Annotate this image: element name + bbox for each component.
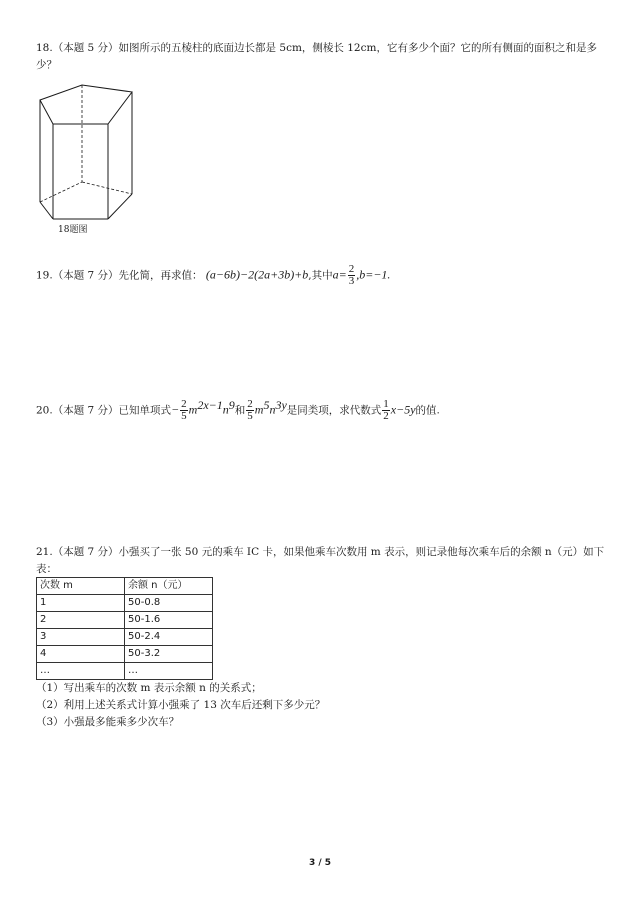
monomial-2-base-m: m bbox=[254, 402, 264, 417]
monomial-1-base-n: n bbox=[222, 402, 229, 417]
table-header-row bbox=[37, 578, 213, 595]
monomial-2-coefficient bbox=[246, 399, 254, 422]
question-18 bbox=[36, 40, 606, 74]
expression-rest: x−5y bbox=[390, 402, 416, 417]
page-number: 3 / 5 bbox=[308, 858, 332, 868]
question-21-sub-1: （1）写出乘车的次数 m 表示余额 n 的关系式； bbox=[36, 682, 262, 694]
table-cell: 50-0.8 bbox=[125, 595, 213, 612]
question-18-text: 18.（本题 5 分）如图所示的五棱柱的底面边长都是 5cm，侧棱长 12cm，它有多少个面？它的所有侧面的面积之和是多少？ bbox=[36, 42, 597, 71]
table-header-cell: 次数 m bbox=[37, 578, 125, 595]
table-row bbox=[37, 629, 213, 646]
table-cell: … bbox=[125, 663, 213, 680]
table-header-cell: 余额 n（元） bbox=[125, 578, 213, 595]
question-20 bbox=[36, 399, 606, 422]
fraction-numerator: 2 bbox=[247, 398, 253, 410]
question-21 bbox=[36, 544, 606, 578]
table-cell: 4 bbox=[37, 646, 125, 663]
expression-coefficient bbox=[382, 399, 390, 422]
pentagonal-prism-figure bbox=[36, 82, 146, 237]
fraction-denominator: 5 bbox=[247, 410, 253, 422]
fraction-denominator: 2 bbox=[383, 410, 389, 422]
monomial-1-coefficient bbox=[180, 399, 188, 422]
fraction-numerator: 2 bbox=[181, 398, 187, 410]
question-19 bbox=[36, 264, 606, 287]
question-20-and: 和 bbox=[234, 404, 246, 417]
table-row bbox=[37, 646, 213, 663]
monomial-1-sign: − bbox=[171, 402, 180, 417]
question-20-prefix: 20.（本题 7 分）已知单项式 bbox=[36, 404, 172, 417]
question-21-sub-3: （3）小强最多能乘多少次车？ bbox=[36, 716, 180, 728]
question-20-middle: 是同类项，求代数式 bbox=[286, 404, 382, 417]
fare-balance-table bbox=[36, 577, 213, 680]
question-19-expression: (a−6b)−2(2a+3b)+b bbox=[205, 267, 309, 282]
figure-caption: 18题图 bbox=[58, 225, 88, 235]
monomial-2-exp-m: 5 bbox=[263, 398, 270, 412]
question-21-sub-2: （2）利用上述关系式计算小强乘了 13 次车后还剩下多少元？ bbox=[36, 699, 326, 711]
question-19-prefix: 19.（本题 7 分）先化简，再求值： bbox=[36, 269, 203, 282]
table-cell: … bbox=[37, 663, 125, 680]
fraction-numerator: 1 bbox=[383, 398, 389, 410]
table-row bbox=[37, 663, 213, 680]
table-cell: 3 bbox=[37, 629, 125, 646]
question-19-where: ,其中 bbox=[308, 269, 333, 282]
monomial-1-exp-m: 2x−1 bbox=[197, 398, 223, 412]
question-21-text: 21.（本题 7 分）小强买了一张 50 元的乘车 IC 卡，如果他乘车次数用 m 表示，则记录他每次乘车后的余额 n（元）如下表： bbox=[36, 546, 605, 575]
table-row bbox=[37, 612, 213, 629]
fraction-denominator: 3 bbox=[348, 275, 355, 287]
table-cell: 50-2.4 bbox=[125, 629, 213, 646]
monomial-2-base-n: n bbox=[269, 402, 276, 417]
monomial-1-base-m: m bbox=[188, 402, 198, 417]
table-cell: 2 bbox=[37, 612, 125, 629]
monomial-2-exp-n: 3y bbox=[275, 398, 287, 412]
table-cell: 1 bbox=[37, 595, 125, 612]
question-19-a-label: a= bbox=[332, 267, 347, 282]
question-20-suffix: 的值. bbox=[415, 404, 440, 417]
question-19-b-value: ,b=−1. bbox=[356, 267, 391, 282]
table-cell: 50-1.6 bbox=[125, 612, 213, 629]
question-19-a-fraction bbox=[348, 264, 356, 287]
fraction-denominator: 5 bbox=[181, 410, 187, 422]
table-row bbox=[37, 595, 213, 612]
monomial-1-exp-n: 9 bbox=[228, 398, 235, 412]
table-cell: 50-3.2 bbox=[125, 646, 213, 663]
fraction-numerator: 2 bbox=[348, 263, 355, 275]
